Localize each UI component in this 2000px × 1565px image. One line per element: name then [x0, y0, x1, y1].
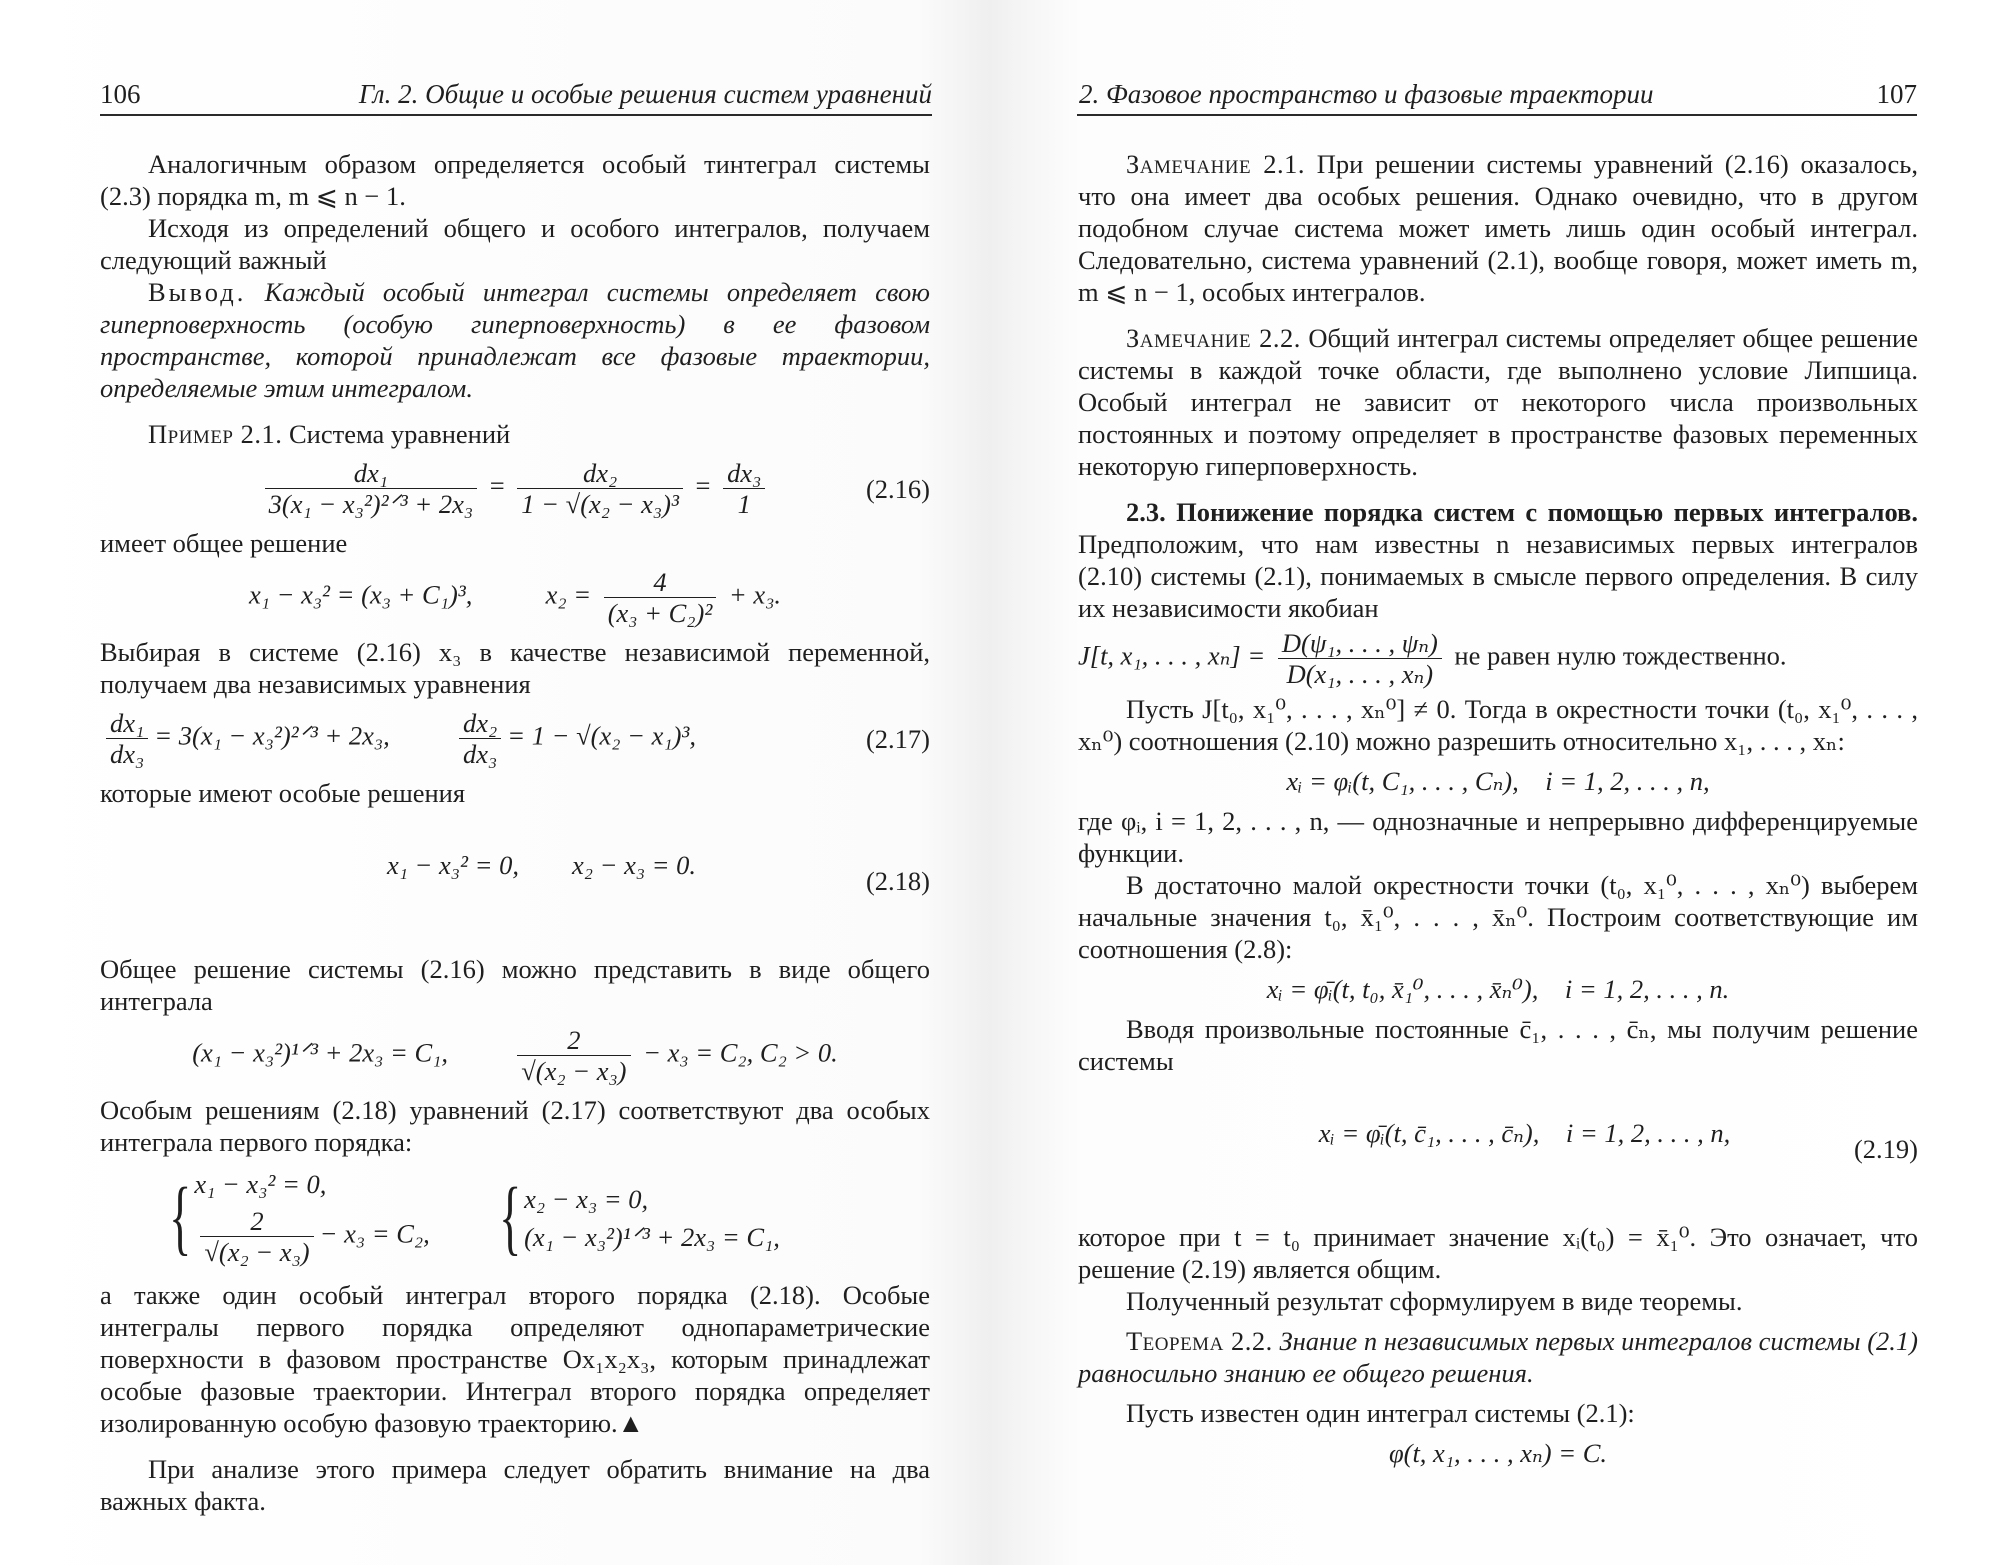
example-label: Пример 2.1.: [148, 419, 283, 449]
running-head: 2. Фазовое пространство и фазовые траектории: [1079, 79, 1654, 109]
conclusion-text: Каждый особый интеграл системы определяет свою гиперповерхность (особую гиперповерхность) в ее фазовом пространстве, которой принадлежат все фазовые траектории, определяемые этим интегралом.: [100, 277, 930, 403]
equation-phibar: xᵢ = φ̄ᵢ(t, t₀, x̄₁⁰, . . . , x̄ₙ⁰), i = 1, 2, . . . , n.: [1266, 974, 1730, 1004]
equation-2-19: xᵢ = φ̄ᵢ(t, c̄₁, . . . , c̄ₙ), i = 1, 2, . . . , n, (2.19): [1318, 1118, 1918, 1164]
fraction: $\frac{\text{dx₂}}{\text{dx₃}}$: [459, 708, 501, 769]
fraction: $\frac{\text{D(ψ₁, . . . , ψₙ)}}{\text{D(x₁, . . . , xₙ)}}$: [1278, 628, 1442, 689]
fraction: $\frac{\text{dx₂}}{\text{1 − √(x₂ − x₃)³}}$: [517, 458, 683, 519]
singular-integrals-systems: [160, 1168, 930, 1267]
left-page-body: [100, 148, 930, 1517]
paragraph: которые имеют особые решения: [100, 778, 466, 808]
remark-2: Замечание 2.2. Общий интеграл системы определяет общее решение системы в каждой точке области, где выполнено условие Липшица. Особый интеграл не зависит от некоторого числа произвольных постоянных и поэтому определяет в пространстве фазовых переменных некоторую гиперповерхность.: [1078, 323, 1918, 481]
page-number: 106: [100, 79, 141, 109]
system-2: { x₂ − x₃ = 0, (x₁ − x₃²)¹ᐟ³ + 2x₃ = C₁,: [498, 1170, 780, 1264]
section-title: 2.3. Понижение порядка систем с помощью первых интегралов.: [1126, 497, 1918, 527]
equation-phi: xᵢ = φᵢ(t, C₁, . . . , Cₙ), i = 1, 2, . . . , n,: [1286, 766, 1710, 796]
fraction: $\frac{2}{\text{√(x₂ − x₃)}}$: [517, 1025, 630, 1086]
conclusion-label: Вывод.: [148, 277, 247, 307]
paragraph: Аналогичным образом определяется особый тинтеграл системы (2.3) порядка m, m ⩽ n − 1.: [100, 149, 930, 211]
running-head: Гл. 2. Общие и особые решения систем уравнений: [358, 79, 932, 109]
example-text: Система уравнений: [289, 419, 511, 449]
right-page-body: [1078, 148, 1918, 1477]
equation-number: (2.19): [1853, 1134, 1918, 1164]
fraction: $\frac{\text{dx₁}}{\text{dx₃}}$: [106, 708, 148, 769]
equation-number: (2.16): [865, 473, 930, 504]
equation-2-16: $\frac{\text{dx₁}}{\text{3(x₁ − x₃²)²ᐟ³ + 2x₃}}$ = $\frac{\text{dx₂}}{\text{1 − √(x₂ − x₃)³}}$ = $\frac{\text{dx₃}}{1}$ (2.16): [100, 458, 930, 519]
paragraph: Исходя из определений общего и особого интегралов, получаем следующий важный: [100, 213, 930, 275]
paragraph: Пусть J[t₀, x₁⁰, . . . , xₙ⁰] ≠ 0. Тогда в окрестности точки (t₀, x₁⁰, . . . , xₙ⁰) соотношения (2.10) можно разрешить относительно x₁, . . . , xₙ:: [1078, 694, 1918, 756]
general-integral: (x₁ − x₃²)¹ᐟ³ + 2x₃ = C₁, $\frac{2}{\text{√(x₂ − x₃)}}$ − x₃ = C₂, C₂ > 0.: [192, 1025, 838, 1086]
paragraph: В достаточно малой окрестности точки (t₀, x₁⁰, . . . , xₙ⁰) выберем начальные значения t₀, x̄₁⁰, . . . , x̄ₙ⁰. Построим соответствующие им соотношения (2.8):: [1078, 870, 1918, 964]
paragraph: Особым решениям (2.18) уравнений (2.17) соответствуют два особых интеграла первого порядка:: [100, 1095, 930, 1157]
remark-1: Замечание 2.1. При решении системы уравнений (2.16) оказалось, что она имеет два особых решения. Однако очевидно, что в другом подобном случае система может иметь лишь один особый интеграл. Следовательно, система уравнений (2.1), вообще говоря, может иметь m, m ⩽ n − 1, особых интегралов.: [1078, 149, 1918, 307]
paragraph: Пусть известен один интеграл системы (2.1):: [1126, 1398, 1635, 1428]
theorem-2-2: Теорема 2.2. Знание n независимых первых интегралов системы (2.1) равносильно знанию ее общего решения.: [1078, 1326, 1918, 1388]
equation-last: φ(t, x₁, . . . , xₙ) = C.: [1388, 1438, 1608, 1468]
brace: {: [169, 1170, 192, 1264]
equation-number: (2.17): [865, 723, 930, 754]
section-paragraph: 2.3. Понижение порядка систем с помощью первых интегралов. Предположим, что нам известны n независимых первых интегралов (2.10) системы (2.1), понимаемых в смысле первого определения. В силу их независимости якобиан: [1078, 497, 1918, 623]
fraction: $\frac{\text{dx₃}}{1}$: [723, 458, 765, 519]
paragraph: При анализе этого примера следует обратить внимание на два важных факта.: [100, 1454, 930, 1516]
equation-2-17: $\frac{\text{dx₁}}{\text{dx₃}}$ = 3(x₁ − x₃²)²ᐟ³ + 2x₃, $\frac{\text{dx₂}}{\text{dx₃}}$ = 1 − √(x₂ − x₁)³, (2.17): [100, 708, 930, 769]
fraction: $\frac{\text{dx₁}}{\text{3(x₁ − x₃²)²ᐟ³ + 2x₃}}$: [265, 458, 477, 519]
paragraph: а также один особый интеграл второго порядка (2.18). Особые интегралы первого порядка определяют однопараметрические поверхности в фазовом пространстве Ox₁x₂x₃, которым принадлежат особые фазовые траектории. Интеграл второго порядка определяет изолированную особую фазовую траекторию.▲: [100, 1280, 930, 1438]
right-page-header: [1077, 76, 1917, 116]
paragraph: Выбирая в системе (2.16) x₃ в качестве независимой переменной, получаем два независимых уравнения: [100, 637, 930, 699]
paragraph: где φᵢ, i = 1, 2, . . . , n, — однозначные и непрерывно дифференцируемые функции.: [1078, 806, 1918, 868]
theorem-label: Теорема 2.2.: [1126, 1326, 1273, 1356]
paragraph: Полученный результат сформулируем в виде теоремы.: [1126, 1286, 1743, 1316]
fraction: $\frac{4}{\text{(x₃ + C₂)²}}$: [604, 567, 717, 628]
brace: {: [498, 1170, 522, 1264]
remark-label: Замечание 2.2.: [1126, 323, 1301, 353]
page-number: 107: [1876, 79, 1917, 109]
paragraph: Общее решение системы (2.16) можно представить в виде общего интеграла: [100, 954, 930, 1016]
remark-label: Замечание 2.1.: [1126, 149, 1306, 179]
equation-number: (2.18): [865, 866, 930, 896]
left-page-header: [100, 76, 932, 116]
paragraph: которое при t = t₀ принимает значение xᵢ(t₀) = x̄₁⁰. Это означает, что решение (2.19) является общим.: [1078, 1222, 1918, 1284]
fraction: $\frac{2}{\text{√(x₂ − x₃)}}$: [200, 1206, 313, 1267]
paragraph: Вводя произвольные постоянные c̄₁, . . . , c̄ₙ, мы получим решение системы: [1078, 1014, 1918, 1076]
example-heading: [100, 418, 930, 450]
right-page: [1000, 0, 2000, 1565]
jacobian-line: J[t, x₁, . . . , xₙ] = $\frac{\text{D(ψ₁, . . . , ψₙ)}}{\text{D(x₁, . . . , xₙ)}}$ не равен нулю тождественно.: [1078, 628, 1787, 689]
general-solution: x₁ − x₃² = (x₃ + C₁)³, x₂ = $\frac{4}{\text{(x₃ + C₂)²}}$ + x₃.: [248, 567, 782, 628]
paragraph: имеет общее решение: [100, 528, 348, 558]
equation-2-18: x₁ − x₃² = 0, x₂ − x₃ = 0. (2.18): [386, 850, 930, 896]
conclusion: [100, 276, 930, 404]
system-1: { x₁ − x₃² = 0, $\frac{2}{\text{√(x₂ − x₃)}}$ − x₃ = C₂,: [169, 1169, 430, 1267]
